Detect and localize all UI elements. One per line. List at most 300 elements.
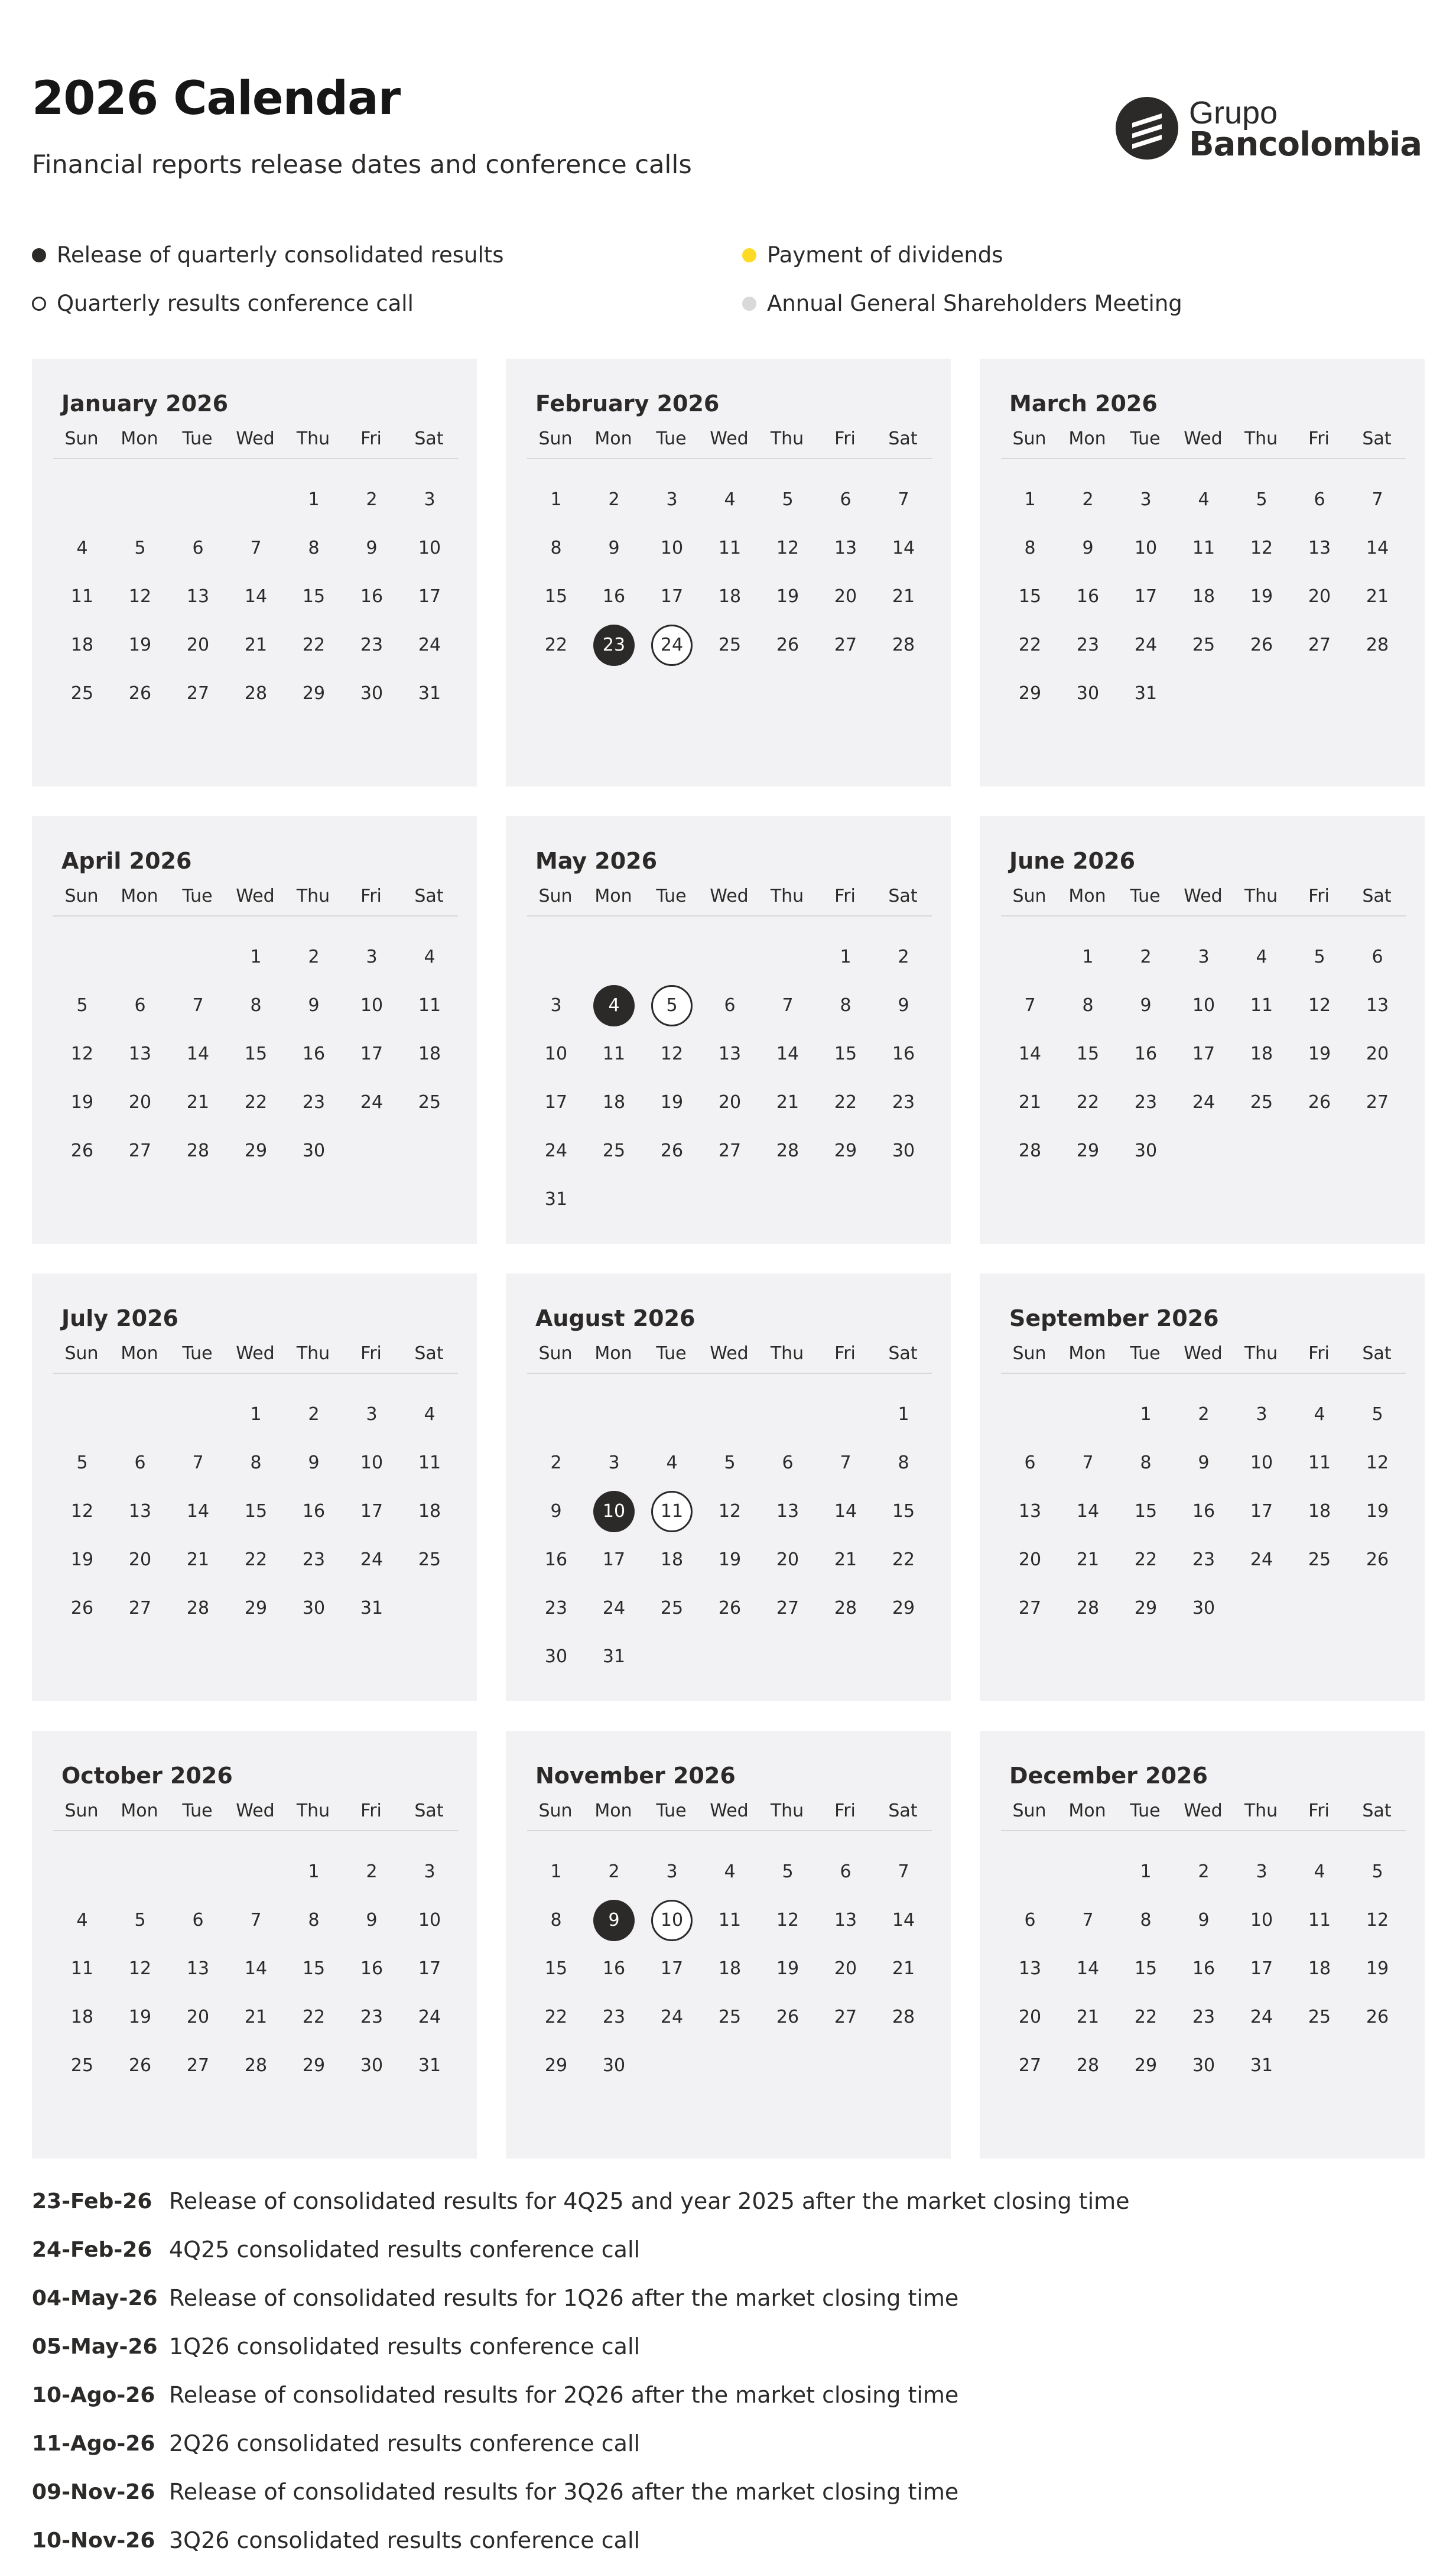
calendar-day: 28	[892, 635, 915, 655]
month-card	[506, 816, 951, 1244]
calendar-day: 20	[1366, 1044, 1389, 1064]
calendar-day: 16	[302, 1501, 326, 1522]
calendar-day: 19	[776, 586, 800, 607]
calendar-day: 9	[1198, 1452, 1210, 1473]
calendar-day: 30	[360, 2055, 384, 2076]
calendar-day: 18	[70, 2007, 94, 2027]
weekday-label: Tue	[1130, 1343, 1161, 1364]
calendar-day: 24	[660, 2007, 684, 2027]
weekday-label: Sun	[1012, 1343, 1046, 1364]
weekday-label: Thu	[1244, 428, 1278, 449]
event-row	[32, 2329, 640, 2364]
weekday-label: Wed	[236, 1800, 275, 1821]
weekday-label: Thu	[296, 428, 330, 449]
calendar-day: 4	[666, 1452, 678, 1473]
legend-item	[742, 242, 1003, 268]
calendar-day: 19	[1366, 1501, 1389, 1522]
calendar-day: 30	[544, 1646, 568, 1667]
calendar-day: 16	[360, 1958, 384, 1979]
calendar-day: 2	[1198, 1404, 1210, 1425]
calendar-day: 26	[128, 2055, 152, 2076]
calendar-day: 13	[1308, 538, 1331, 558]
calendar-day: 30	[892, 1140, 915, 1161]
calendar-day: 24	[360, 1549, 384, 1570]
calendar-day: 12	[1366, 1910, 1389, 1930]
calendar-day: 14	[1366, 538, 1389, 558]
weekday-header	[53, 886, 458, 916]
weekday-label: Sun	[64, 428, 99, 449]
calendar-day: 19	[70, 1549, 94, 1570]
calendar-day: 2	[1198, 1861, 1210, 1882]
calendar-day: 7	[840, 1452, 852, 1473]
weekday-label: Mon	[121, 428, 158, 449]
weekday-label: Fri	[834, 1800, 856, 1821]
calendar-day: 23	[302, 1549, 326, 1570]
weekday-label: Mon	[1068, 428, 1106, 449]
calendar-day: 21	[892, 586, 915, 607]
calendar-day: 18	[1250, 1044, 1273, 1064]
calendar-day: 5	[1314, 947, 1325, 967]
calendar-day: 13	[186, 1958, 210, 1979]
calendar-day: 11	[418, 1452, 441, 1473]
calendar-day: 24	[1250, 2007, 1273, 2027]
page-title: 2026 Calendar	[32, 72, 401, 125]
calendar-day: 3	[1198, 947, 1210, 967]
calendar-day: 11	[70, 1958, 94, 1979]
calendar-day: 9	[1198, 1910, 1210, 1930]
calendar-day: 12	[128, 1958, 152, 1979]
calendar-day: 17	[660, 586, 684, 607]
legend-label: Annual General Shareholders Meeting	[767, 291, 1182, 316]
weekday-label: Sat	[414, 1800, 444, 1821]
calendar-day: 29	[244, 1598, 268, 1618]
calendar-day-conference-call: 10	[651, 1900, 693, 1941]
calendar-day: 26	[718, 1598, 742, 1618]
event-date: 04-May-26	[32, 2286, 158, 2310]
calendar-day: 3	[1140, 489, 1152, 510]
calendar-day: 22	[302, 635, 326, 655]
calendar-day: 30	[302, 1598, 326, 1618]
weekday-label: Thu	[770, 1800, 804, 1821]
calendar-day: 18	[1192, 586, 1216, 607]
calendar-day: 31	[1134, 683, 1158, 704]
calendar-day: 29	[302, 2055, 326, 2076]
calendar-day: 28	[776, 1140, 800, 1161]
calendar-day: 12	[128, 586, 152, 607]
weekday-label: Wed	[1184, 886, 1223, 906]
event-row	[32, 2474, 958, 2510]
calendar-day: 7	[192, 995, 204, 1016]
calendar-day: 2	[898, 947, 909, 967]
calendar-day: 2	[308, 1404, 320, 1425]
calendar-day: 9	[366, 538, 378, 558]
month-card	[980, 1273, 1425, 1701]
legend-item	[32, 291, 414, 316]
calendar-day: 29	[1018, 683, 1042, 704]
calendar-day: 15	[302, 1958, 326, 1979]
legend-label: Quarterly results conference call	[57, 291, 414, 316]
event-row	[32, 2523, 640, 2558]
calendar-day: 30	[302, 1140, 326, 1161]
calendar-day: 28	[1366, 635, 1389, 655]
weekday-label: Sat	[1362, 886, 1392, 906]
calendar-day: 4	[76, 538, 88, 558]
weekday-label: Sun	[1012, 428, 1046, 449]
calendar-day: 26	[1366, 2007, 1389, 2027]
calendar-day: 21	[1018, 1092, 1042, 1113]
calendar-day: 18	[70, 635, 94, 655]
calendar-day: 11	[718, 538, 742, 558]
calendar-day: 21	[244, 635, 268, 655]
calendar-day: 19	[1308, 1044, 1331, 1064]
calendar-day: 30	[360, 683, 384, 704]
calendar-day: 26	[1308, 1092, 1331, 1113]
calendar-day-results-release: 10	[593, 1491, 635, 1532]
calendar-day: 18	[660, 1549, 684, 1570]
calendar-day: 14	[892, 538, 915, 558]
calendar-day: 24	[1192, 1092, 1216, 1113]
calendar-day: 22	[244, 1092, 268, 1113]
weekday-label: Sat	[414, 1343, 444, 1364]
calendar-day: 15	[244, 1044, 268, 1064]
weekday-label: Sat	[414, 886, 444, 906]
calendar-day-conference-call: 24	[651, 625, 693, 666]
page-subtitle: Financial reports release dates and conference calls	[32, 150, 692, 180]
calendar-day: 21	[186, 1092, 210, 1113]
calendar-day: 20	[186, 2007, 210, 2027]
calendar-day: 13	[776, 1501, 800, 1522]
calendar-day: 6	[1314, 489, 1325, 510]
calendar-day: 1	[250, 947, 262, 967]
calendar-day: 6	[840, 1861, 852, 1882]
calendar-day: 16	[1192, 1958, 1216, 1979]
calendar-day: 12	[1250, 538, 1273, 558]
calendar-day: 19	[1250, 586, 1273, 607]
weekday-label: Fri	[360, 1343, 382, 1364]
weekday-label: Mon	[121, 1343, 158, 1364]
weekday-label: Fri	[360, 428, 382, 449]
weekday-header	[1001, 1343, 1406, 1374]
calendar-day: 8	[1140, 1910, 1152, 1930]
weekday-label: Tue	[182, 428, 213, 449]
calendar-day: 22	[834, 1092, 857, 1113]
weekday-label: Tue	[1130, 1800, 1161, 1821]
month-card	[32, 359, 477, 786]
calendar-day: 6	[192, 1910, 204, 1930]
month-title: May 2026	[535, 848, 658, 874]
event-row	[32, 2280, 958, 2316]
calendar-day: 22	[302, 2007, 326, 2027]
calendar-day: 27	[186, 683, 210, 704]
calendar-day: 28	[186, 1598, 210, 1618]
calendar-day: 26	[776, 2007, 800, 2027]
calendar-day: 7	[898, 1861, 909, 1882]
weekday-label: Mon	[594, 1343, 632, 1364]
calendar-day: 10	[1250, 1910, 1273, 1930]
calendar-day: 16	[602, 586, 626, 607]
calendar-day: 7	[1024, 995, 1036, 1016]
calendar-day: 23	[1192, 1549, 1216, 1570]
calendar-day: 20	[1308, 586, 1331, 607]
weekday-header	[53, 428, 458, 459]
calendar-day: 6	[134, 995, 146, 1016]
weekday-label: Mon	[594, 886, 632, 906]
calendar-day: 27	[718, 1140, 742, 1161]
calendar-day: 28	[1076, 2055, 1100, 2076]
calendar-day: 18	[602, 1092, 626, 1113]
month-card	[980, 359, 1425, 786]
event-date: 10-Ago-26	[32, 2383, 155, 2407]
calendar-day-conference-call: 5	[651, 985, 693, 1026]
calendar-day: 6	[192, 538, 204, 558]
calendar-day: 31	[1250, 2055, 1273, 2076]
calendar-day: 1	[550, 489, 562, 510]
calendar-day: 3	[550, 995, 562, 1016]
weekday-label: Fri	[1308, 1343, 1330, 1364]
weekday-header	[1001, 1800, 1406, 1831]
weekday-label: Fri	[834, 428, 856, 449]
calendar-day: 17	[1134, 586, 1158, 607]
calendar-day: 29	[1134, 2055, 1158, 2076]
weekday-header	[53, 1800, 458, 1831]
month-card	[980, 816, 1425, 1244]
calendar-day: 6	[1024, 1452, 1036, 1473]
calendar-day: 5	[1372, 1404, 1383, 1425]
weekday-label: Sun	[1012, 886, 1046, 906]
calendar-day: 4	[424, 947, 436, 967]
weekday-label: Thu	[1244, 1800, 1278, 1821]
calendar-day: 29	[1076, 1140, 1100, 1161]
calendar-day: 3	[608, 1452, 620, 1473]
calendar-day: 15	[244, 1501, 268, 1522]
calendar-day: 24	[1250, 1549, 1273, 1570]
calendar-day: 22	[1134, 1549, 1158, 1570]
calendar-day: 7	[782, 995, 794, 1016]
legend-marker-icon	[742, 248, 756, 262]
event-date: 11-Ago-26	[32, 2431, 155, 2456]
event-row	[32, 2377, 958, 2413]
calendar-day: 22	[892, 1549, 915, 1570]
calendar-day: 9	[1140, 995, 1152, 1016]
calendar-day: 14	[186, 1044, 210, 1064]
weekday-label: Tue	[182, 886, 213, 906]
calendar-day: 6	[1024, 1910, 1036, 1930]
weekday-label: Sat	[1362, 1800, 1392, 1821]
calendar-day: 3	[366, 947, 378, 967]
calendar-day: 16	[360, 586, 384, 607]
weekday-label: Fri	[1308, 428, 1330, 449]
weekday-header	[53, 1343, 458, 1374]
calendar-day: 21	[892, 1958, 915, 1979]
event-description: Release of consolidated results for 1Q26 after the market closing time	[169, 2285, 959, 2311]
calendar-day: 5	[76, 1452, 88, 1473]
month-card	[506, 359, 951, 786]
calendar-day: 21	[1076, 1549, 1100, 1570]
calendar-day: 10	[360, 1452, 384, 1473]
calendar-day: 8	[1140, 1452, 1152, 1473]
calendar-day: 8	[308, 538, 320, 558]
month-title: September 2026	[1009, 1305, 1219, 1331]
calendar-day: 20	[718, 1092, 742, 1113]
legend-marker-icon	[742, 297, 756, 311]
calendar-day: 23	[360, 2007, 384, 2027]
bancolombia-logo-icon	[1116, 97, 1178, 160]
calendar-day-conference-call: 11	[651, 1491, 693, 1532]
month-card	[32, 1731, 477, 2159]
calendar-day: 10	[1192, 995, 1216, 1016]
calendar-day: 28	[186, 1140, 210, 1161]
calendar-day: 20	[128, 1092, 152, 1113]
weekday-label: Fri	[1308, 1800, 1330, 1821]
month-title: April 2026	[61, 848, 192, 874]
event-row	[32, 2426, 640, 2461]
calendar-day-results-release: 4	[593, 985, 635, 1026]
calendar-day: 19	[128, 2007, 152, 2027]
calendar-day: 25	[418, 1092, 441, 1113]
calendar-day: 4	[724, 1861, 736, 1882]
calendar-day: 29	[302, 683, 326, 704]
legend-marker-icon	[32, 297, 46, 311]
calendar-day: 3	[666, 1861, 678, 1882]
month-card	[980, 1731, 1425, 2159]
calendar-day: 11	[602, 1044, 626, 1064]
calendar-day: 7	[1082, 1910, 1094, 1930]
calendar-day: 30	[1134, 1140, 1158, 1161]
calendar-day: 16	[1076, 586, 1100, 607]
calendar-day: 5	[134, 1910, 146, 1930]
calendar-day: 25	[718, 635, 742, 655]
calendar-day: 20	[128, 1549, 152, 1570]
event-description: Release of consolidated results for 2Q26 after the market closing time	[169, 2382, 959, 2408]
calendar-day: 17	[418, 1958, 441, 1979]
calendar-day: 23	[1192, 2007, 1216, 2027]
calendar-day: 8	[308, 1910, 320, 1930]
month-title: October 2026	[61, 1763, 233, 1789]
calendar-day: 31	[418, 683, 441, 704]
event-description: 2Q26 consolidated results conference call	[169, 2430, 641, 2456]
calendar-day: 13	[128, 1501, 152, 1522]
calendar-day: 25	[418, 1549, 441, 1570]
calendar-day: 4	[1314, 1861, 1325, 1882]
calendar-day: 4	[76, 1910, 88, 1930]
legend-label: Release of quarterly consolidated results	[57, 242, 504, 268]
calendar-day: 24	[418, 635, 441, 655]
calendar-day: 4	[1314, 1404, 1325, 1425]
calendar-day: 5	[1372, 1861, 1383, 1882]
calendar-day: 7	[250, 538, 262, 558]
calendar-day: 30	[1076, 683, 1100, 704]
calendar-day: 2	[308, 947, 320, 967]
weekday-label: Mon	[1068, 886, 1106, 906]
calendar-day: 28	[1018, 1140, 1042, 1161]
weekday-label: Wed	[710, 886, 749, 906]
weekday-label: Mon	[1068, 1800, 1106, 1821]
weekday-label: Thu	[770, 1343, 804, 1364]
weekday-label: Tue	[656, 886, 687, 906]
weekday-label: Tue	[182, 1343, 213, 1364]
calendar-day: 30	[1192, 2055, 1216, 2076]
calendar-day: 10	[418, 1910, 441, 1930]
calendar-day: 2	[608, 1861, 620, 1882]
calendar-day: 10	[1134, 538, 1158, 558]
calendar-day: 19	[1366, 1958, 1389, 1979]
calendar-day: 20	[834, 1958, 857, 1979]
calendar-day: 10	[544, 1044, 568, 1064]
calendar-day: 23	[1076, 635, 1100, 655]
calendar-day: 21	[1076, 2007, 1100, 2027]
month-title: March 2026	[1009, 391, 1158, 417]
month-title: June 2026	[1009, 848, 1136, 874]
calendar-day: 2	[1140, 947, 1152, 967]
calendar-day: 18	[418, 1044, 441, 1064]
calendar-day: 23	[1134, 1092, 1158, 1113]
calendar-day: 1	[308, 1861, 320, 1882]
weekday-label: Sat	[888, 886, 918, 906]
weekday-label: Mon	[121, 886, 158, 906]
weekday-label: Mon	[1068, 1343, 1106, 1364]
calendar-day: 17	[418, 586, 441, 607]
calendar-day: 9	[1082, 538, 1094, 558]
weekday-label: Sun	[64, 886, 99, 906]
calendar-day: 9	[366, 1910, 378, 1930]
weekday-header	[1001, 428, 1406, 459]
month-title: January 2026	[61, 391, 229, 417]
calendar-day: 8	[250, 995, 262, 1016]
calendar-day: 19	[718, 1549, 742, 1570]
event-date: 24-Feb-26	[32, 2237, 152, 2262]
calendar-day: 14	[776, 1044, 800, 1064]
weekday-label: Sun	[538, 886, 573, 906]
calendar-day: 19	[70, 1092, 94, 1113]
calendar-day: 20	[834, 586, 857, 607]
calendar-day: 25	[1308, 1549, 1331, 1570]
calendar-day: 24	[360, 1092, 384, 1113]
calendar-day: 8	[898, 1452, 909, 1473]
calendar-day: 26	[1250, 635, 1273, 655]
logo-text-grupo: Grupo	[1189, 95, 1278, 131]
weekday-label: Tue	[656, 1343, 687, 1364]
calendar-day: 9	[550, 1501, 562, 1522]
calendar-day: 19	[128, 635, 152, 655]
calendar-day: 8	[840, 995, 852, 1016]
calendar-day: 15	[1134, 1501, 1158, 1522]
calendar-day: 28	[892, 2007, 915, 2027]
weekday-label: Thu	[296, 886, 330, 906]
month-title: July 2026	[61, 1305, 178, 1331]
calendar-day: 5	[782, 1861, 794, 1882]
month-title: August 2026	[535, 1305, 696, 1331]
calendar-day: 13	[834, 538, 857, 558]
calendar-day: 18	[1308, 1501, 1331, 1522]
calendar-day-results-release: 23	[593, 625, 635, 666]
legend-marker-icon	[32, 248, 46, 262]
calendar-day: 27	[128, 1598, 152, 1618]
calendar-day: 10	[418, 538, 441, 558]
calendar-day: 27	[776, 1598, 800, 1618]
calendar-day: 15	[1134, 1958, 1158, 1979]
calendar-day: 18	[418, 1501, 441, 1522]
calendar-day: 28	[834, 1598, 857, 1618]
calendar-day: 25	[70, 2055, 94, 2076]
calendar-day: 13	[186, 586, 210, 607]
calendar-day: 9	[308, 995, 320, 1016]
calendar-day: 8	[1082, 995, 1094, 1016]
weekday-label: Sat	[1362, 428, 1392, 449]
weekday-label: Thu	[296, 1800, 330, 1821]
calendar-day: 30	[1192, 1598, 1216, 1618]
calendar-day: 16	[544, 1549, 568, 1570]
month-card	[32, 816, 477, 1244]
